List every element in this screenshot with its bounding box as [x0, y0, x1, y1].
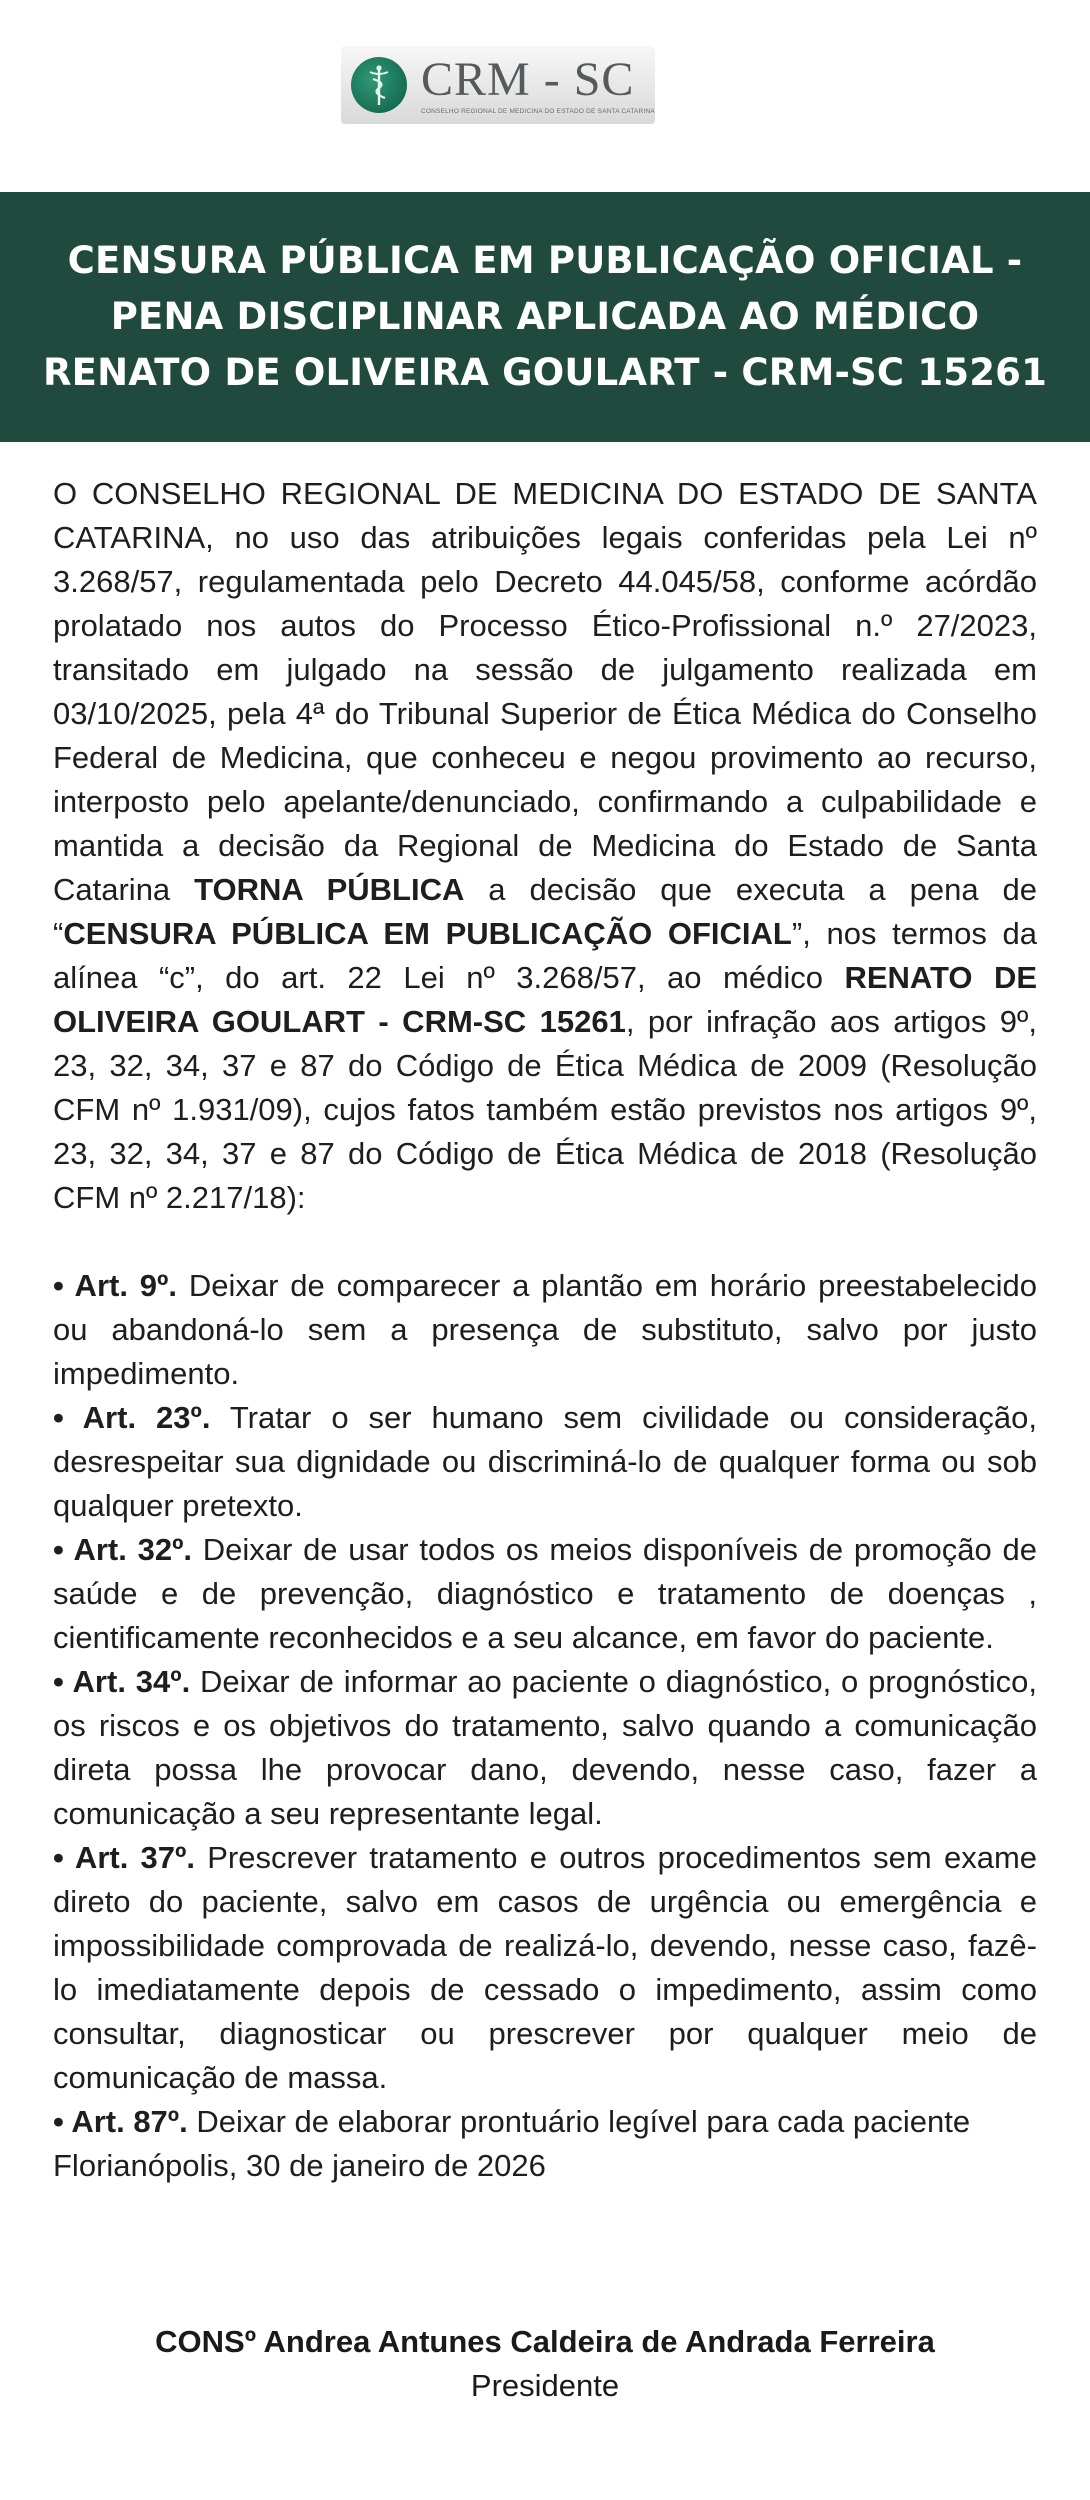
article-text: Deixar de comparecer a plantão em horário preestabelecido ou abandoná-lo sem a presença de substituto, salvo por justo impedimento. [53, 1268, 1037, 1391]
signature-block [0, 2320, 1090, 2408]
article-text: Deixar de usar todos os meios disponíveis de promoção de saúde e de prevenção, diagnóstico e tratamento de doenças , cientificamente reconhecidos e a seu alcance, em favor do paciente. [53, 1532, 1037, 1655]
caduceus-icon [351, 57, 407, 113]
article-label: • Art. 37º. [53, 1840, 195, 1875]
article-text: Deixar de elaborar prontuário legível para cada paciente [187, 2104, 971, 2139]
document-body [53, 472, 1037, 2188]
intro-bold-2: CENSURA PÚBLICA EM PUBLICAÇÃO OFICIAL [63, 916, 792, 951]
intro-bold-1: TORNA PÚBLICA [194, 872, 465, 907]
article-label: • Art. 32º. [53, 1532, 192, 1567]
article-label: • Art. 34º. [53, 1664, 191, 1699]
article-text: Prescrever tratamento e outros procedimentos sem exame direto do paciente, salvo em casos de urgência ou emergência e impossibilidade comprovada de realizá-lo, devendo, nesse caso, fazê-lo imediatamente depois de cessado o impedimento, assim como consultar, diagnosticar ou prescrever por qualquer meio de comunicação de massa. [53, 1840, 1038, 2095]
crm-sc-logo [341, 46, 655, 124]
signatory-name: CONSº Andrea Antunes Caldeira de Andrada Ferreira [155, 2324, 935, 2359]
article-label: • Art. 23º. [53, 1400, 211, 1435]
intro-paragraph [53, 472, 1037, 1220]
logo-subtitle: CONSELHO REGIONAL DE MEDICINA DO ESTADO DE SANTA CATARINA [421, 107, 655, 115]
page-title: CENSURA PÚBLICA EM PUBLICAÇÃO OFICIAL - PENA DISCIPLINAR APLICADA AO MÉDICO RENATO DE OLIVEIRA GOULART - CRM-SC 15261 [42, 239, 1048, 394]
intro-text-3: ”, nos termos da alínea “c”, do art. 22 Lei nº 3.268/57, ao médico [53, 916, 1037, 995]
article-item [53, 1264, 1037, 1396]
article-item [53, 1660, 1037, 1836]
article-item [53, 1836, 1037, 2100]
logo-title: CRM - SC [421, 52, 635, 106]
intro-bold-3: RENATO DE OLIVEIRA GOULART - CRM-SC 15261 [53, 960, 1038, 1039]
intro-text-1: O CONSELHO REGIONAL DE MEDICINA DO ESTADO DE SANTA CATARINA, no uso das atribuições legais conferidas pela Lei nº 3.268/57, regulamentada pelo Decreto 44.045/58, conforme acórdão prolatado nos autos do Processo Ético-Profissional n.º 27/2023, transitado em julgado na sessão de julgamento realizada em 03/10/2025, pela 4ª do Tribunal Superior de Ética Médica do Conselho Federal de Medicina, que conheceu e negou provimento ao recurso, interposto pelo apelante/denunciado, confirmando a culpabilidade e mantida a decisão da Regional de Medicina do Estado de Santa Catarina [53, 476, 1037, 907]
article-item [53, 1528, 1037, 1660]
place-date: Florianópolis, 30 de janeiro de 2026 [53, 2148, 546, 2183]
article-item [53, 2100, 1037, 2144]
signatory-role: Presidente [470, 2368, 620, 2403]
header-band [0, 192, 1090, 442]
article-text: Deixar de informar ao paciente o diagnóstico, o prognóstico, os riscos e os objetivos do tratamento, salvo quando a comunicação direta possa lhe provocar dano, devendo, nesse caso, fazer a comunicação a seu representante legal. [53, 1664, 1037, 1831]
article-label: • Art. 87º. [53, 2104, 188, 2139]
article-label: • Art. 9º. [53, 1268, 177, 1303]
intro-text-4: , por infração aos artigos 9º, 23, 32, 34, 37 e 87 do Código de Ética Médica de 2009 (Resolução CFM nº 1.931/09), cujos fatos também estão previstos nos artigos 9º, 23, 32, 34, 37 e 87 do Código de Ética Médica de 2018 (Resolução CFM nº 2.217/18): [53, 1004, 1037, 1215]
intro-text-2: a decisão que executa a pena de “ [53, 872, 1037, 951]
article-text: Tratar o ser humano sem civilidade ou consideração, desrespeitar sua dignidade ou discriminá-lo de qualquer forma ou sob qualquer pretexto. [53, 1400, 1038, 1523]
article-item [53, 1396, 1037, 1528]
